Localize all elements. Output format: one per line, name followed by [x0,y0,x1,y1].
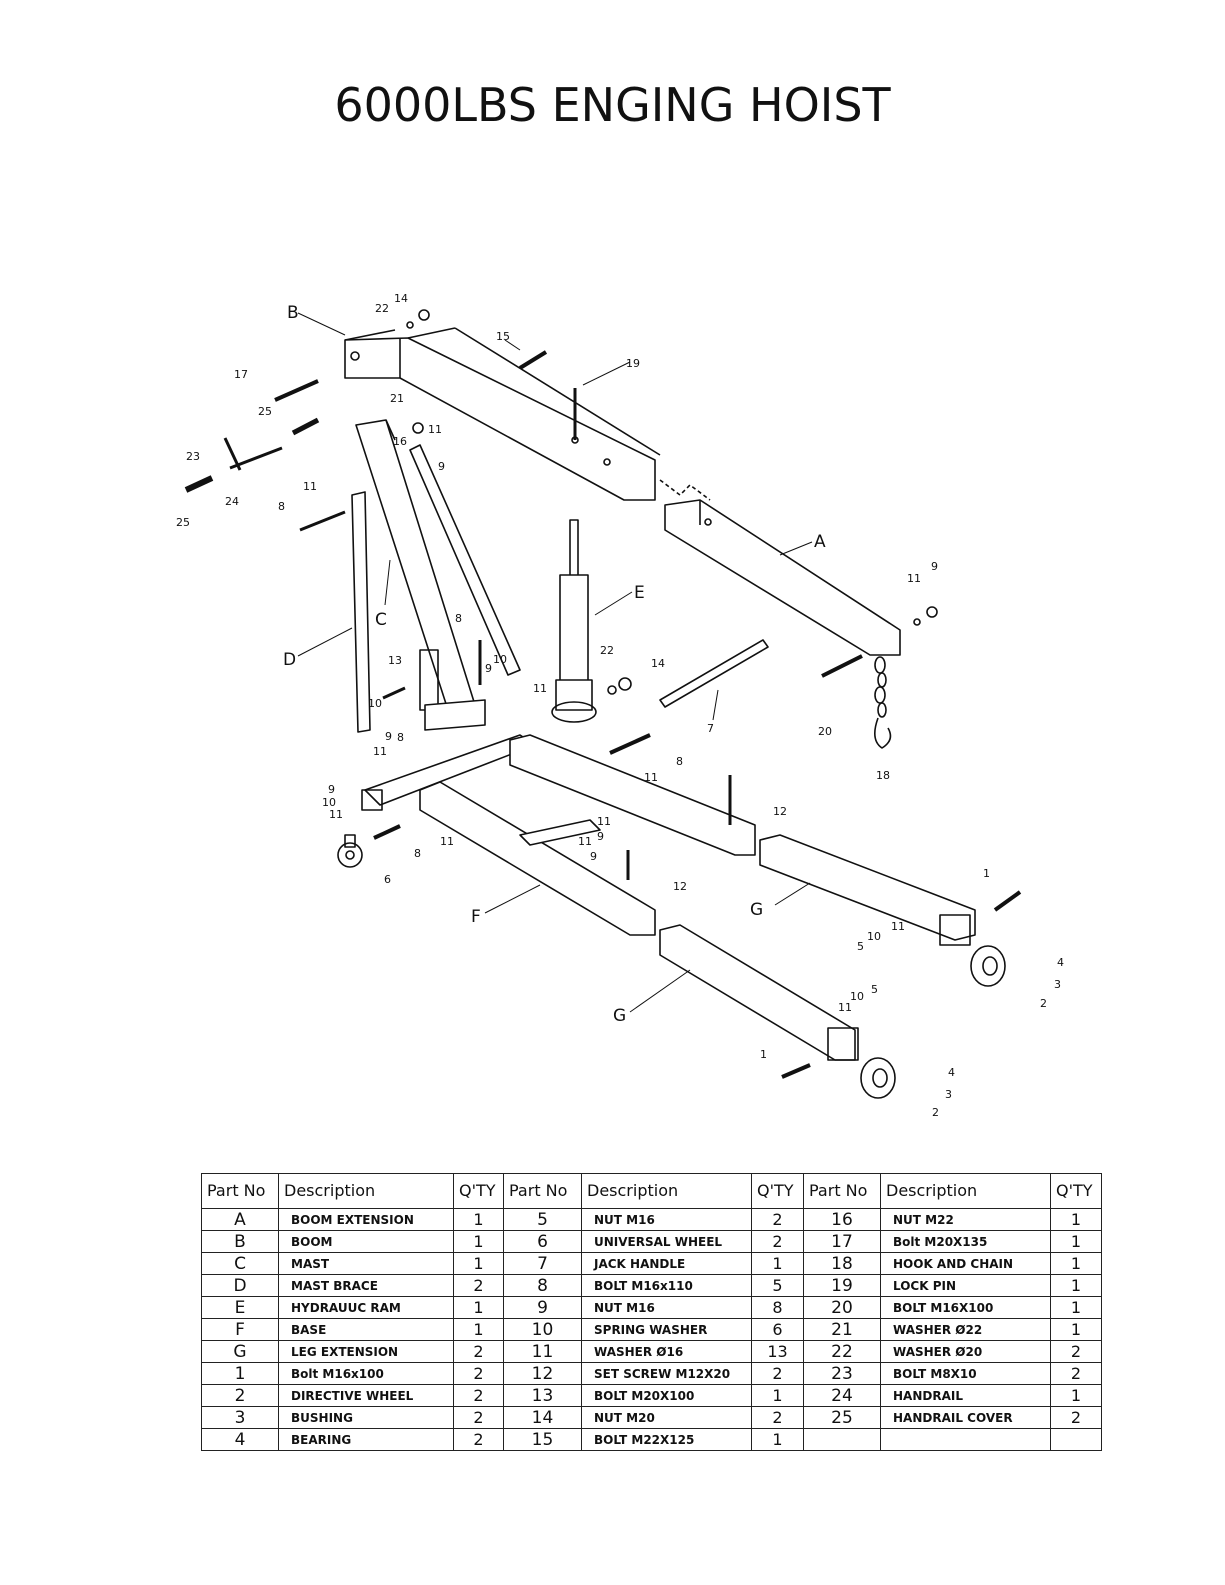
callout-12-lower: 12 [673,880,687,893]
part-no-cell [804,1429,881,1451]
part-no-cell: 4 [202,1429,279,1451]
header-qty-1: Q'TY [454,1174,504,1209]
callout-9-brace: 9 [385,730,392,743]
part-no-cell: D [202,1275,279,1297]
callout-12-upper: 12 [773,805,787,818]
part-no-cell: G [202,1341,279,1363]
qty-cell: 1 [1051,1385,1102,1407]
part-no-cell: 24 [804,1385,881,1407]
callout-8-brace: 8 [397,731,404,744]
leg-extension-lower [660,925,858,1060]
description-cell: DIRECTIVE WHEEL [279,1385,454,1407]
description-cell: NUT M22 [881,1209,1051,1231]
qty-cell: 1 [1051,1319,1102,1341]
callout-8-base: 8 [676,755,683,768]
qty-cell: 2 [752,1231,804,1253]
part-no-cell: 19 [804,1275,881,1297]
callout-23: 23 [186,450,200,463]
callout-17: 17 [234,368,248,381]
qty-cell: 1 [454,1297,504,1319]
callout-F: F [471,907,481,927]
part-no-cell: 13 [504,1385,582,1407]
part-no-cell: 18 [804,1253,881,1275]
base-part [362,735,755,935]
callout-11-boom: 11 [907,572,921,585]
callout-11-brace: 11 [373,745,387,758]
callout-3-lower: 3 [945,1088,952,1101]
wheels [338,835,1005,1098]
callout-10-lowerleg: 10 [850,990,864,1003]
callout-16: 16 [393,435,407,448]
callout-13: 13 [388,654,402,667]
callout-11-left: 11 [303,480,317,493]
table-row [202,1275,1102,1297]
description-cell: BOLT M22X125 [582,1429,752,1451]
callout-6: 6 [384,873,391,886]
callout-25-bottom: 25 [176,516,190,529]
callout-11-caster: 11 [329,808,343,821]
description-cell: LEG EXTENSION [279,1341,454,1363]
part-no-cell: B [202,1231,279,1253]
qty-cell: 2 [454,1363,504,1385]
callout-21: 21 [390,392,404,405]
header-description-2: Description [582,1174,752,1209]
description-cell: BOOM [279,1231,454,1253]
jack-handle-part [660,640,768,707]
qty-cell: 2 [752,1363,804,1385]
qty-cell: 2 [454,1429,504,1451]
callout-10-caster: 10 [322,796,336,809]
description-cell: BEARING [279,1429,454,1451]
callout-15: 15 [496,330,510,343]
callout-4-lower: 4 [948,1066,955,1079]
callout-B: B [287,303,299,323]
qty-cell: 1 [1051,1297,1102,1319]
hydraulic-ram-part [552,520,596,722]
hook-and-chain-part [875,657,891,748]
description-cell: LOCK PIN [881,1275,1051,1297]
part-no-cell: 6 [504,1231,582,1253]
part-no-cell: 10 [504,1319,582,1341]
callout-14-top: 14 [394,292,408,305]
callout-24: 24 [225,495,239,508]
callout-18: 18 [876,769,890,782]
description-cell: Bolt M16x100 [279,1363,454,1385]
qty-cell: 2 [454,1407,504,1429]
callout-labels [176,292,1064,1119]
callout-10-upperleg: 10 [867,930,881,943]
description-cell: WASHER Ø20 [881,1341,1051,1363]
callout-11-mast: 11 [428,423,442,436]
callout-11-upperleg: 11 [891,920,905,933]
callout-2-upper: 2 [1040,997,1047,1010]
qty-cell: 2 [1051,1341,1102,1363]
header-qty-2: Q'TY [752,1174,804,1209]
callout-G-upper: G [750,900,764,920]
callout-9-caster: 9 [328,783,335,796]
description-cell: NUT M20 [582,1407,752,1429]
description-cell: WASHER Ø22 [881,1319,1051,1341]
description-cell [881,1429,1051,1451]
description-cell: UNIVERSAL WHEEL [582,1231,752,1253]
part-no-cell: 22 [804,1341,881,1363]
callout-10-brace: 10 [368,697,382,710]
callout-8-left: 8 [278,500,285,513]
description-cell: BOLT M8X10 [881,1363,1051,1385]
callout-A: A [814,532,826,552]
fasteners [186,310,1020,1077]
callout-11-mastb: 11 [533,682,547,695]
header-qty-3: Q'TY [1051,1174,1102,1209]
description-cell: MAST BRACE [279,1275,454,1297]
qty-cell: 13 [752,1341,804,1363]
qty-cell: 1 [454,1253,504,1275]
part-no-cell: 20 [804,1297,881,1319]
header-description-1: Description [279,1174,454,1209]
part-no-cell: 1 [202,1363,279,1385]
table-row [202,1363,1102,1385]
description-cell: BASE [279,1319,454,1341]
qty-cell: 1 [1051,1253,1102,1275]
callout-4-upper: 4 [1057,956,1064,969]
callout-25-top: 25 [258,405,272,418]
callout-14-ram: 14 [651,657,665,670]
callout-9-mastb: 9 [485,662,492,675]
qty-cell: 2 [454,1385,504,1407]
description-cell: BOLT M16X100 [881,1297,1051,1319]
qty-cell: 1 [1051,1275,1102,1297]
part-no-cell: 11 [504,1341,582,1363]
leg-extension-upper [760,835,975,945]
callout-E: E [634,583,645,603]
part-no-cell: 12 [504,1363,582,1385]
callout-9-boom: 9 [931,560,938,573]
callout-11-lowerleg: 11 [838,1001,852,1014]
qty-cell: 5 [752,1275,804,1297]
part-no-cell: 17 [804,1231,881,1253]
part-no-cell: 14 [504,1407,582,1429]
header-part-no-2: Part No [504,1174,582,1209]
table-row [202,1407,1102,1429]
part-no-cell: 5 [504,1209,582,1231]
description-cell: NUT M16 [582,1209,752,1231]
callout-19: 19 [626,357,640,370]
callout-D: D [283,650,297,670]
qty-cell [1051,1429,1102,1451]
part-no-cell: E [202,1297,279,1319]
part-no-cell: C [202,1253,279,1275]
table-row [202,1253,1102,1275]
table-row [202,1231,1102,1253]
qty-cell: 1 [752,1385,804,1407]
table-row [202,1297,1102,1319]
callout-2-lower: 2 [932,1106,939,1119]
part-no-cell: 9 [504,1297,582,1319]
parts-list-body [202,1209,1102,1451]
description-cell: HANDRAIL [881,1385,1051,1407]
description-cell: Bolt M20X135 [881,1231,1051,1253]
part-no-cell: 8 [504,1275,582,1297]
part-no-cell: 7 [504,1253,582,1275]
table-row [202,1385,1102,1407]
callout-5-upperleg: 5 [857,940,864,953]
qty-cell: 2 [752,1209,804,1231]
description-cell: SET SCREW M12X20 [582,1363,752,1385]
description-cell: NUT M16 [582,1297,752,1319]
callout-8-leg: 8 [414,847,421,860]
description-cell: HANDRAIL COVER [881,1407,1051,1429]
table-row [202,1209,1102,1231]
callout-8-mast: 8 [455,612,462,625]
table-row [202,1341,1102,1363]
boom-extension-part [660,480,900,655]
callout-11-leg: 11 [440,835,454,848]
qty-cell: 1 [1051,1209,1102,1231]
qty-cell: 2 [454,1341,504,1363]
callout-9-center2: 9 [590,850,597,863]
callout-22-ram: 22 [600,644,614,657]
description-cell: HYDRAUUC RAM [279,1297,454,1319]
callout-20: 20 [818,725,832,738]
qty-cell: 1 [752,1429,804,1451]
description-cell: BOOM EXTENSION [279,1209,454,1231]
table-row [202,1319,1102,1341]
callout-C: C [375,610,387,630]
callout-10-mast: 10 [493,653,507,666]
callout-11-center2: 11 [578,835,592,848]
qty-cell: 2 [454,1275,504,1297]
qty-cell: 1 [454,1231,504,1253]
page-title: 6000LBS ENGING HOIST [334,78,891,132]
header-description-3: Description [881,1174,1051,1209]
part-no-cell: F [202,1319,279,1341]
part-no-cell: 3 [202,1407,279,1429]
part-no-cell: 15 [504,1429,582,1451]
description-cell: MAST [279,1253,454,1275]
header-part-no-3: Part No [804,1174,881,1209]
part-no-cell: 25 [804,1407,881,1429]
description-cell: WASHER Ø16 [582,1341,752,1363]
table-header-row [202,1174,1102,1209]
qty-cell: 1 [752,1253,804,1275]
qty-cell: 1 [454,1209,504,1231]
part-no-cell: 16 [804,1209,881,1231]
callout-3-upper: 3 [1054,978,1061,991]
part-no-cell: 21 [804,1319,881,1341]
qty-cell: 6 [752,1319,804,1341]
parts-list-table [201,1173,1102,1451]
callout-7: 7 [707,722,714,735]
callout-9-mast: 9 [438,460,445,473]
description-cell: BOLT M16x110 [582,1275,752,1297]
callout-9-center: 9 [597,830,604,843]
qty-cell: 2 [1051,1363,1102,1385]
qty-cell: 2 [752,1407,804,1429]
part-no-cell: 2 [202,1385,279,1407]
callout-11-center: 11 [597,815,611,828]
qty-cell: 8 [752,1297,804,1319]
description-cell: SPRING WASHER [582,1319,752,1341]
part-no-cell: A [202,1209,279,1231]
callout-5-lowerleg: 5 [871,983,878,996]
description-cell: HOOK AND CHAIN [881,1253,1051,1275]
callout-1-upper: 1 [983,867,990,880]
description-cell: BOLT M20X100 [582,1385,752,1407]
part-no-cell: 23 [804,1363,881,1385]
callout-1-lower: 1 [760,1048,767,1061]
qty-cell: 1 [454,1319,504,1341]
description-cell: JACK HANDLE [582,1253,752,1275]
qty-cell: 1 [1051,1231,1102,1253]
callout-22-top: 22 [375,302,389,315]
description-cell: BUSHING [279,1407,454,1429]
callout-11-base: 11 [644,771,658,784]
callout-G-lower: G [613,1006,627,1026]
header-part-no-1: Part No [202,1174,279,1209]
qty-cell: 2 [1051,1407,1102,1429]
table-row [202,1429,1102,1451]
